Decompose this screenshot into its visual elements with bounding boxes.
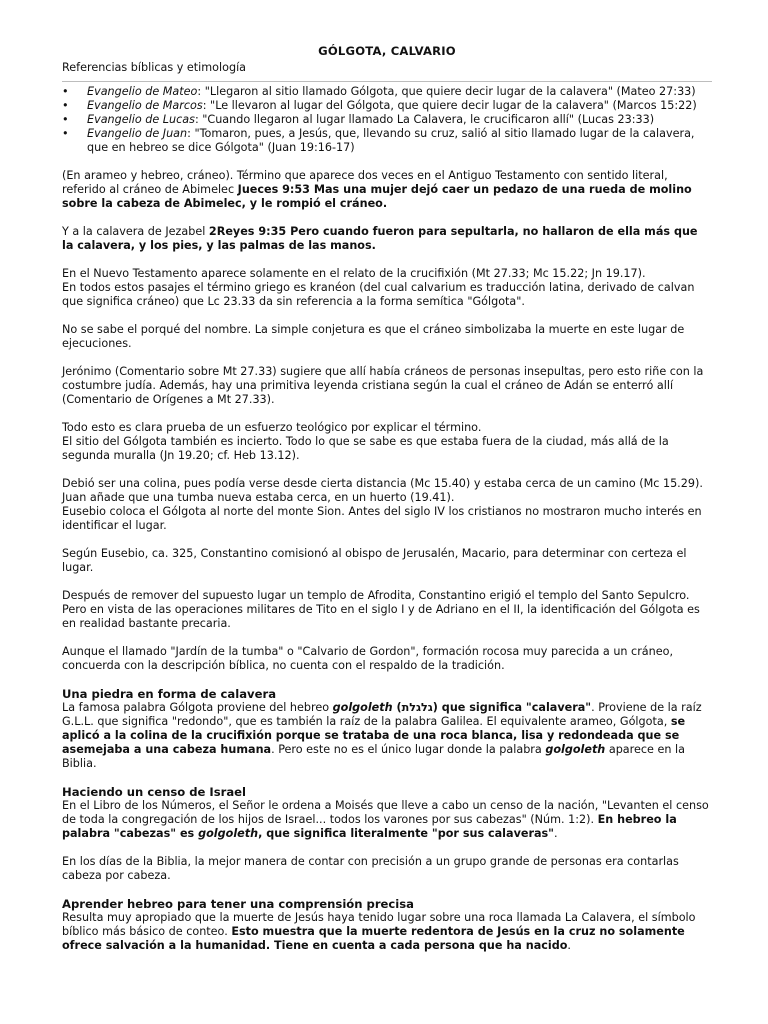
paragraph-colina: Debió ser una colina, pues podía verse desde cierta distancia (Mc 15.40) y estaba cerca de un camino (Mc 15.29). Juan añade que una tumba nueva estaba cerca, en un huerto (19.41). Eusebio coloca el Gólgota al norte del monte Sion. Antes del siglo IV los cristianos no mostraron mucho interés en identificar el lugar. — [62, 477, 703, 532]
bullet-icon: • — [62, 85, 69, 98]
paragraph-censo: En el Libro de los Números, el Señor le ordena a Moisés que lleve a cabo un censo de la nación, "Levanten el censo de toda la congregación de los hijos de Israel... todos los varones por sus cabezas" (Núm. 1:2). En hebreo la palabra "cabezas" es golgoleth, que significa literalmente "por sus calaveras". — [62, 799, 709, 840]
paragraph-constantino: Después de remover del supuesto lugar un templo de Afrodita, Constantino erigió el templo del Santo Sepulcro. Pero en vista de las operaciones militares de Tito en el siglo I y de Adriano en el II, la identificación del Gólgota es en realidad bastante precaria. — [62, 589, 700, 630]
list-item: • Evangelio de Marcos: "Le llevaron al lugar del Gólgota, que quiere decir lugar de la calavera" (Marcos 15:22) — [62, 99, 697, 112]
paragraph-piedra: La famosa palabra Gólgota proviene del hebreo golgoleth (גלגלת) que significa "calavera". Proviene de la raíz G.L.L. que significa "redondo", que es también la raíz de la palabra Galilea. El equivalente arameo, Gólgota, se aplicó a la colina de la crucifixión porque se trataba de una roca blanca, lisa y redondeada que se asemejaba a una cabeza humana. Pero este no es el único lugar donde la palabra golgoleth aparece en la Biblia. — [62, 701, 702, 770]
references-list — [62, 85, 712, 155]
paragraph-nuevo-testamento: En el Nuevo Testamento aparece solamente en el relato de la crucifixión (Mt 27.33; Mc 15.22; Jn 19.17). En todos estos pasajes el término griego es kranéon (del cual calvarium es traducción latina, derivado de calvan que significa cráneo) que Lc 23.33 da sin referencia a la forma semítica "Gólgota". — [62, 267, 695, 308]
bullet-icon: • — [62, 127, 69, 140]
section-heading-piedra: Una piedra en forma de calavera — [62, 687, 277, 701]
list-item: • Evangelio de Mateo: "Llegaron al sitio llamado Gólgota, que quiere decir lugar de la calavera" (Mateo 27:33) — [62, 85, 696, 98]
paragraph-eusebio: Según Eusebio, ca. 325, Constantino comisionó al obispo de Jerusalén, Macario, para determinar con certeza el lugar. — [62, 547, 687, 574]
paragraph-contar: En los días de la Biblia, la mejor manera de contar con precisión a un grupo grande de personas era contarlas cabeza por cabeza. — [62, 855, 679, 882]
paragraph-jeronimo: Jerónimo (Comentario sobre Mt 27.33) sugiere que allí había cráneos de personas insepultas, pero esto riñe con la costumbre judía. Además, hay una primitiva leyenda cristiana según la cual el cráneo de Adán se enterró allí (Comentario de Orígenes a Mt 27.33). — [62, 365, 704, 406]
paragraph-abimelec: (En arameo y hebreo, cráneo). Término que aparece dos veces en el Antiguo Testamento con sentido literal, referido al cráneo de Abimelec Jueces 9:53 Mas una mujer dejó caer un pedazo de una rueda de molino sobre la cabeza de Abimelec, y le rompió el cráneo. — [62, 169, 692, 210]
section-heading-hebreo: Aprender hebreo para tener una comprensión precisa — [62, 897, 414, 911]
paragraph-gordon: Aunque el llamado "Jardín de la tumba" o "Calvario de Gordon", formación rocosa muy parecida a un cráneo, concuerda con la descripción bíblica, no cuenta con el respaldo de la tradición. — [62, 645, 674, 672]
page-title: GÓLGOTA, CALVARIO — [318, 44, 456, 58]
bullet-icon: • — [62, 99, 69, 112]
list-item: • Evangelio de Juan: "Tomaron, pues, a Jesús, que, llevando su cruz, salió al sitio llamado lugar de la calavera, que en hebreo se dice Gólgota" (Juan 19:16-17) — [62, 127, 695, 154]
paragraph-sitio: Todo esto es clara prueba de un esfuerzo teológico por explicar el término. El sitio del Gólgota también es incierto. Todo lo que se sabe es que estaba fuera de la ciudad, más allá de la segunda muralla (Jn 19.20; cf. Heb 13.12). — [62, 421, 669, 462]
paragraph-porque: No se sabe el porqué del nombre. La simple conjetura es que el cráneo simbolizaba la muerte en este lugar de ejecuciones. — [62, 323, 685, 350]
divider — [62, 81, 712, 82]
bullet-icon: • — [62, 113, 69, 126]
paragraph-jezabel: Y a la calavera de Jezabel 2Reyes 9:35 Pero cuando fueron para sepultarla, no hallaron de ella más que la calavera, y los pies, y las palmas de las manos. — [62, 225, 698, 252]
paragraph-hebreo: Resulta muy apropiado que la muerte de Jesús haya tenido lugar sobre una roca llamada La Calavera, el símbolo bíblico más básico de conteo. Esto muestra que la muerte redentora de Jesús en la cruz no solamente ofrece salvación a la humanidad. Tiene en cuenta a cada persona que ha nacido. — [62, 911, 696, 952]
page-subtitle: Referencias bíblicas y etimología — [62, 61, 247, 74]
section-heading-censo: Haciendo un censo de Israel — [62, 785, 247, 799]
list-item: • Evangelio de Lucas: "Cuando llegaron al lugar llamado La Calavera, le crucificaron allí" (Lucas 23:33) — [62, 113, 655, 126]
